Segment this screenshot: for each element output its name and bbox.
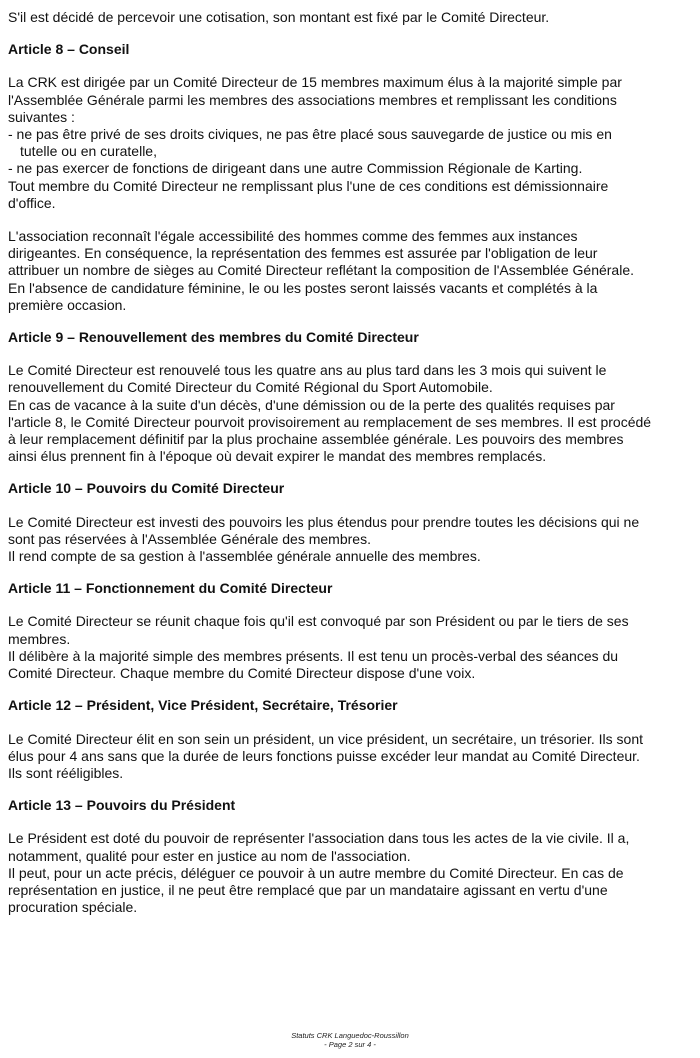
article-12-heading: Article 12 – Président, Vice Président, Secrétaire, Trésorier — [8, 697, 398, 714]
text-line: suivantes : — [8, 108, 75, 125]
text-line: ainsi élus prennent fin à l'époque où devait expirer le mandat des membres remplacés. — [8, 448, 547, 465]
document-page — [8, 9, 690, 916]
text-line: notamment, qualité pour ester en justice au nom de l'association. — [8, 847, 411, 864]
article-10-paragraph-1 — [8, 514, 690, 566]
text-line: Ils sont rééligibles. — [8, 764, 124, 781]
article-10-heading: Article 10 – Pouvoirs du Comité Directeur — [8, 480, 285, 497]
text-line: l'Assemblée Générale parmi les membres des associations membres et remplissant les conditions — [8, 91, 617, 108]
article-11-paragraph-1 — [8, 613, 690, 682]
text-line: Le Comité Directeur est renouvelé tous les quatre ans au plus tard dans les 3 mois qui suivent le — [8, 362, 607, 379]
text-line: L'association reconnaît l'égale accessibilité des hommes comme des femmes aux instances — [8, 228, 578, 245]
text-line: à leur remplacement définitif par la plus prochaine assemblée générale. Les pouvoirs des membres — [8, 431, 624, 448]
text-line: - ne pas exercer de fonctions de dirigeant dans une autre Commission Régionale de Karting. — [8, 160, 583, 177]
text-line: Comité Directeur. Chaque membre du Comité Directeur dispose d'une voix. — [8, 665, 476, 682]
text-line: attribuer un nombre de sièges au Comité Directeur reflétant la composition de l'Assemblée Générale. — [8, 262, 634, 279]
article-8-paragraph-2 — [8, 228, 690, 314]
text-line: En l'absence de candidature féminine, le ou les postes seront laissés vacants et complétés à la — [8, 279, 598, 296]
article-9-paragraph-1 — [8, 362, 690, 465]
text-line: renouvellement du Comité Directeur du Comité Régional du Sport Automobile. — [8, 379, 493, 396]
article-9-heading: Article 9 – Renouvellement des membres du Comité Directeur — [8, 329, 419, 346]
text-line: - ne pas être privé de ses droits civiques, ne pas être placé sous sauvegarde de justice ou mis en — [8, 126, 612, 143]
text-line: l'article 8, le Comité Directeur pourvoit provisoirement au remplacement de ses membres. Il est procédé — [8, 413, 652, 430]
text-line: membres. — [8, 630, 71, 647]
text-line: La CRK est dirigée par un Comité Directeur de 15 membres maximum élus à la majorité simple par — [8, 74, 622, 91]
text-line: Le Comité Directeur se réunit chaque fois qu'il est convoqué par son Président ou par le tiers de ses — [8, 613, 629, 630]
footer-title: Statuts CRK Languedoc-Roussillon — [291, 1031, 409, 1040]
text-line: élus pour 4 ans sans que la durée de leurs fonctions puisse excéder leur mandat au Comité Directeur. — [8, 747, 640, 764]
page-number: - Page 2 sur 4 - — [324, 1040, 376, 1049]
text-line: première occasion. — [8, 296, 127, 313]
article-13-paragraph-1 — [8, 830, 690, 916]
text-line: sont pas réservées à l'Assemblée Générale des membres. — [8, 530, 371, 547]
text-line: Il délibère à la majorité simple des membres présents. Il est tenu un procès-verbal des séances du — [8, 647, 619, 664]
page-footer — [0, 1031, 700, 1049]
text-line: procuration spéciale. — [8, 899, 138, 916]
article-11-heading: Article 11 – Fonctionnement du Comité Directeur — [8, 580, 333, 597]
text-line: dirigeantes. En conséquence, la représentation des femmes est assurée par l'obligation de leur — [8, 245, 598, 262]
text-line: Tout membre du Comité Directeur ne remplissant plus l'une de ces conditions est démissionnaire — [8, 177, 609, 194]
article-12-paragraph-1 — [8, 731, 690, 783]
text-line: tutelle ou en curatelle, — [20, 143, 157, 160]
text-line: Il peut, pour un acte précis, déléguer ce pouvoir à un autre membre du Comité Directeur. En cas de — [8, 864, 624, 881]
intro-paragraph: S'il est décidé de percevoir une cotisation, son montant est fixé par le Comité Directeur. — [8, 9, 550, 25]
text-line: Le Comité Directeur élit en son sein un président, un vice président, un secrétaire, un trésorier. Ils sont — [8, 730, 643, 747]
text-line: Le Comité Directeur est investi des pouvoirs les plus étendus pour prendre toutes les décisions qui ne — [8, 513, 640, 530]
text-line: d'office. — [8, 194, 56, 211]
text-line: Il rend compte de sa gestion à l'assemblée générale annuelle des membres. — [8, 548, 481, 565]
article-8-heading: Article 8 – Conseil — [8, 41, 130, 58]
text-line: En cas de vacance à la suite d'un décès, d'une démission ou de la perte des qualités requises par — [8, 396, 615, 413]
article-13-heading: Article 13 – Pouvoirs du Président — [8, 797, 236, 814]
article-8-paragraph-1 — [8, 74, 690, 212]
text-line: représentation en justice, il ne peut être remplacé que par un mandataire agissant en vertu d'une — [8, 881, 608, 898]
text-line: Le Président est doté du pouvoir de représenter l'association dans tous les actes de la vie civile. Il a, — [8, 830, 630, 847]
